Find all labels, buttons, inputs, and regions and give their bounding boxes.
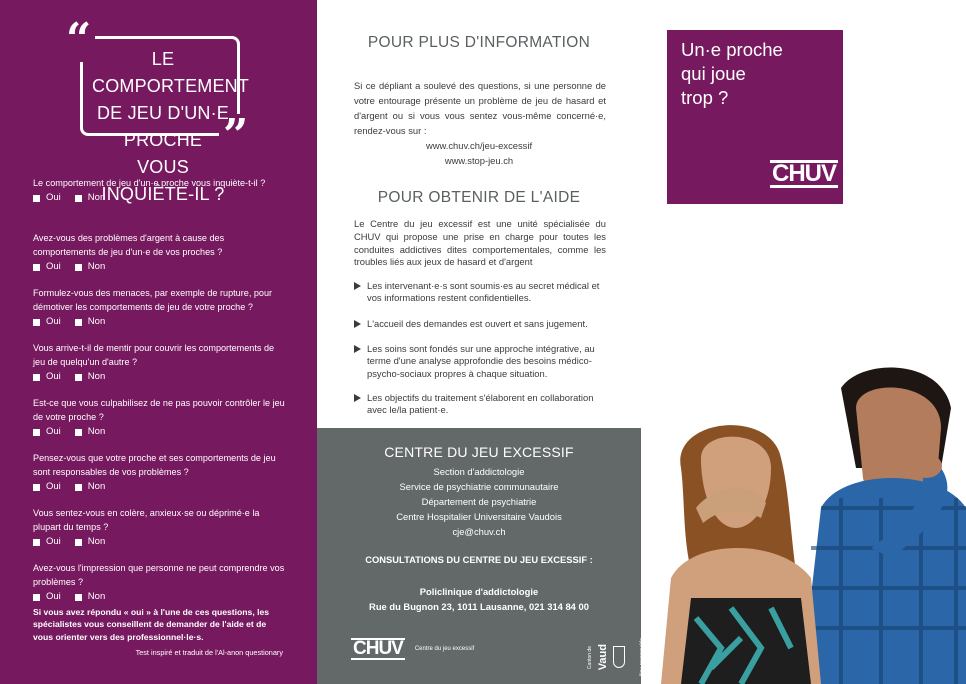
contact-line: Département de psychiatrie (421, 496, 537, 507)
question-item (33, 451, 285, 506)
question-item (33, 341, 285, 396)
contact-line: Service de psychiatrie communautaire (399, 481, 559, 492)
no-checkbox[interactable] (75, 315, 105, 329)
yes-label: Oui (46, 481, 61, 492)
vaud-logo (587, 638, 645, 676)
cover-title-line: qui joue (681, 63, 746, 84)
question-item (33, 231, 285, 286)
no-checkbox[interactable] (75, 425, 105, 439)
quote-line: VOUS INQUIÈTE-IL ? (101, 157, 225, 204)
yes-label: Oui (46, 426, 61, 437)
credit-note: Test inspiré et traduit de l'Al-anon questionary (135, 648, 283, 657)
no-checkbox[interactable] (75, 590, 105, 604)
contact-panel (317, 428, 641, 684)
help-heading: POUR OBTENIR DE L'AIDE (377, 189, 581, 206)
info-heading: POUR PLUS D'INFORMATION (367, 34, 591, 51)
bullet-arrow-icon (354, 282, 361, 290)
no-label: Non (87, 371, 106, 382)
contact-line: Centre Hospitalier Universitaire Vaudois (396, 511, 562, 522)
no-checkbox[interactable] (75, 370, 105, 384)
yes-checkbox[interactable] (33, 535, 61, 549)
bullet-text: Les objectifs du traitement s'élaborent en collaboration avec le/la patient·e. (367, 392, 594, 416)
yes-label: Oui (46, 536, 61, 547)
yes-checkbox[interactable] (33, 315, 61, 329)
no-label: Non (87, 481, 106, 492)
bullet-arrow-icon (354, 320, 361, 328)
bullet-item (354, 343, 606, 380)
bullet-arrow-icon (354, 345, 361, 353)
no-label: Non (87, 192, 106, 203)
no-label: Non (87, 426, 106, 437)
question-text: Avez-vous l'impression que personne ne peut comprendre vos problèmes ? (33, 563, 285, 587)
cover-title-line: trop ? (681, 87, 729, 108)
contact-line: Section d'addictologie (433, 466, 525, 477)
cover-panel (641, 0, 966, 684)
quote-line: LE COMPORTEMENT (92, 49, 250, 96)
yes-checkbox[interactable] (33, 590, 61, 604)
no-label: Non (87, 316, 106, 327)
question-text: Formulez-vous des menaces, par exemple de rupture, pour démotiver les comportements de jeu de votre proche ? (33, 288, 273, 312)
question-text: Pensez-vous que votre proche et ses comportements de jeu sont responsables de vos problèmes ? (33, 453, 276, 477)
url-list (317, 138, 641, 168)
help-paragraph: Le Centre du jeu excessif est une unité spécialisée du CHUV qui propose une prise en charge pour toutes les conduites addictives dites comportementales, comme les troubles liés aux jeux de hasard et d'argent (354, 218, 606, 268)
question-text: Vous arrive-t-il de mentir pour couvrir les comportements de jeu de quelqu'un d'autre ? (33, 343, 275, 367)
question-text: Le comportement de jeu d'un·e proche vous inquiète-t-il ? (33, 178, 266, 188)
bullet-text: L'accueil des demandes est ouvert et sans jugement. (367, 318, 588, 329)
vaud-text: Vaud (597, 644, 609, 671)
yes-checkbox[interactable] (33, 191, 61, 205)
couple-illustration (641, 348, 966, 684)
contact-title: CENTRE DU JEU EXCESSIF (384, 444, 574, 460)
chuv-logo (351, 638, 474, 660)
contact-email[interactable]: cje@chuv.ch (452, 526, 506, 537)
question-item (33, 506, 285, 561)
couple-photo (641, 348, 966, 684)
question-item (33, 176, 285, 231)
bullet-item (354, 318, 606, 330)
conclusion-text: Si vous avez répondu « oui » à l'une de ces questions, les spécialistes vous conseillent de demander de l'aide et de vous orienter vers des professionnel·le·s. (33, 607, 270, 642)
no-checkbox[interactable] (75, 191, 105, 205)
yes-checkbox[interactable] (33, 480, 61, 494)
question-list (33, 176, 285, 616)
chuv-logo-mark: CHUV (353, 638, 403, 659)
vaud-small-text: Canton de (587, 645, 593, 669)
yes-checkbox[interactable] (33, 260, 61, 274)
question-text: Est-ce que vous culpabilisez de ne pas pouvoir contrôler le jeu de votre proche ? (33, 398, 285, 422)
bullet-arrow-icon (354, 394, 361, 402)
question-text: Vous sentez-vous en colère, anxieux·se ou déprimé·e la plupart du temps ? (33, 508, 260, 532)
no-checkbox[interactable] (75, 260, 105, 274)
bullet-item (354, 280, 606, 305)
no-checkbox[interactable] (75, 480, 105, 494)
question-item (33, 396, 285, 451)
url-link[interactable]: www.chuv.ch/jeu-excessif (425, 140, 533, 151)
no-checkbox[interactable] (75, 535, 105, 549)
no-label: Non (87, 261, 106, 272)
question-text: Avez-vous des problèmes d'argent à cause des comportements de jeu d'un·e de vos proches ? (33, 233, 225, 257)
url-link[interactable]: www.stop-jeu.ch (444, 155, 514, 166)
yes-label: Oui (46, 371, 61, 382)
logo-caption: Centre du jeu excessif (414, 646, 475, 652)
yes-checkbox[interactable] (33, 425, 61, 439)
consultations-heading: CONSULTATIONS DU CENTRE DU JEU EXCESSIF : (365, 554, 593, 565)
open-quote-icon: “ (62, 18, 95, 62)
cover-title-line: Un·e proche (681, 39, 783, 60)
address-line: Rue du Bugnon 23, 1011 Lausanne, 021 314 84 00 (369, 601, 589, 612)
no-label: Non (87, 536, 106, 547)
cover-title (681, 38, 783, 110)
yes-label: Oui (46, 591, 61, 602)
yes-label: Oui (46, 192, 61, 203)
contact-lines (317, 464, 641, 539)
information-panel (317, 0, 641, 428)
info-paragraph: Si ce dépliant a soulevé des questions, si une personne de votre entourage présente un problème de jeu de hasard et d'argent ou si vous vous sentez vous-même concerné·e, rendez-vous sur : (354, 80, 606, 136)
quote-line: DE JEU D'UN·E PROCHE (96, 103, 230, 150)
address-line: Policlinique d'addictologie (419, 586, 539, 597)
cover-box (667, 30, 843, 204)
questionnaire-panel (0, 0, 317, 684)
yes-label: Oui (46, 316, 61, 327)
yes-label: Oui (46, 261, 61, 272)
question-item (33, 286, 285, 341)
address (317, 584, 641, 614)
bullet-text: Les soins sont fondés sur une approche intégrative, au terme d'une analyse approfondie des besoins médico-psycho-sociaux propres à chaque situation. (367, 343, 595, 379)
no-label: Non (87, 591, 106, 602)
vaud-shield-icon (613, 646, 625, 668)
bullet-text: Les intervenant·e·s sont soumis·es au secret médical et vos informations restent confidentielles. (367, 280, 600, 304)
close-quote-icon: ” (219, 114, 252, 158)
yes-checkbox[interactable] (33, 370, 61, 384)
bullet-item (354, 392, 606, 417)
chuv-logo-mark: CHUV (772, 160, 837, 187)
